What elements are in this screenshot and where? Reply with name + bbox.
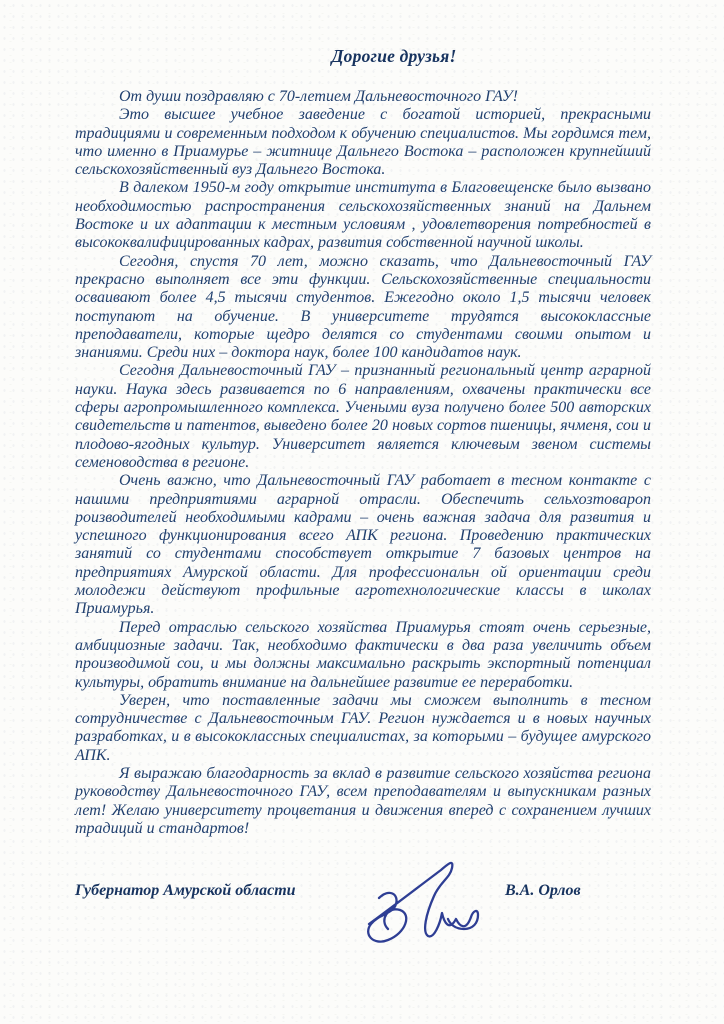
letter-paragraph: Сегодня Дальневосточный ГАУ – признанный региональный центр аграрной науки. Наука здесь развивается по 6 направлениям, охвачены практически все сферы агропромышленного комплекса. Учеными вуза получено более 500 авторских свидетельств и патентов, выведено более 20 новых сортов пшеницы, ячменя, сои и плодово-ягодных культур. Университет является ключевым звеном системы семеноводства в регионе.	[75, 362, 651, 471]
signature-block	[75, 866, 651, 978]
letter-paragraph: Сегодня, спустя 70 лет, можно сказать, что Дальневосточный ГАУ прекрасно выполняет все эти функции. Сельскохозяйственные специальности осваивают более 4,5 тысячи студентов. Ежегодно около 1,5 тысячи человек поступают на обучение. В университете трудятся высококлассные преподаватели, которые щедро делятся со студентами своими опытом и знаниями. Среди них – доктора наук, более 100 кандидатов наук.	[75, 252, 651, 362]
signer-title: Губернатор Амурской области	[75, 882, 296, 900]
signature-scribble-icon	[355, 852, 485, 956]
letter-paragraph: Я выражаю благодарность за вклад в развитие сельского хозяйства региона руководству Дальневосточного ГАУ, всем преподавателям и выпускникам разных лет! Желаю университету процветания и движения вперед с сохранением лучших традиций и стандартов!	[75, 764, 651, 837]
letter-content	[75, 46, 651, 978]
letter-paragraph: Перед отраслью сельского хозяйства Приамурья стоят очень серьезные, амбициозные задачи. Так, необходимо фактически в два раза увеличить объем производимой сои, и мы должны максимально раскрыть экспортный потенциал культуры, обратить внимание на дальнейшее развитие ее переработки.	[75, 618, 651, 691]
letter-paragraph: В далеком 1950-м году открытие института в Благовещенске было вызвано необходимостью распространения сельскохозяйственных знаний на Дальнем Востоке и их адаптации к местным условиям , удовлетворения потребностей в высококвалифицированных кадрах, развития собственной научной школы.	[75, 179, 651, 252]
letter-salutation: Дорогие друзья!	[331, 46, 457, 66]
letter-paragraph: Уверен, что поставленные задачи мы сможем выполнить в тесном сотрудничестве с Дальневосточным ГАУ. Регион нуждается и в новых научных разработках, и в высококлассных специалистах, за которыми – будущее амурского АПК.	[75, 691, 651, 764]
letter-body	[75, 88, 651, 838]
letter-paragraph: От души поздравляю с 70-летием Дальневосточного ГАУ!	[119, 88, 518, 105]
signer-name: В.А. Орлов	[505, 882, 581, 900]
letter-paragraph: Очень важно, что Дальневосточный ГАУ работает в тесном контакте с нашими предприятиями аграрной отрасли. Обеспечить сельхозтовароп роизводителей необходимыми кадрами – очень важная задача для развития и успешного функционирования всего АПК региона. Проведению практических занятий со студентами способствует открытие 7 базовых центров на предприятиях Амурской области. Для профессиональн ой ориентации среди молодежи действуют профильные агротехнологические классы в школах Приамурья.	[75, 472, 651, 618]
letter-paragraph: Это высшее учебное заведение с богатой историей, прекрасными традициями и современным подходом к обучению специалистов. Мы гордимся тем, что именно в Приамурье – житнице Дальнего Востока – расположен крупнейший сельскохозяйственный вуз Дальнего Востока.	[75, 106, 651, 179]
